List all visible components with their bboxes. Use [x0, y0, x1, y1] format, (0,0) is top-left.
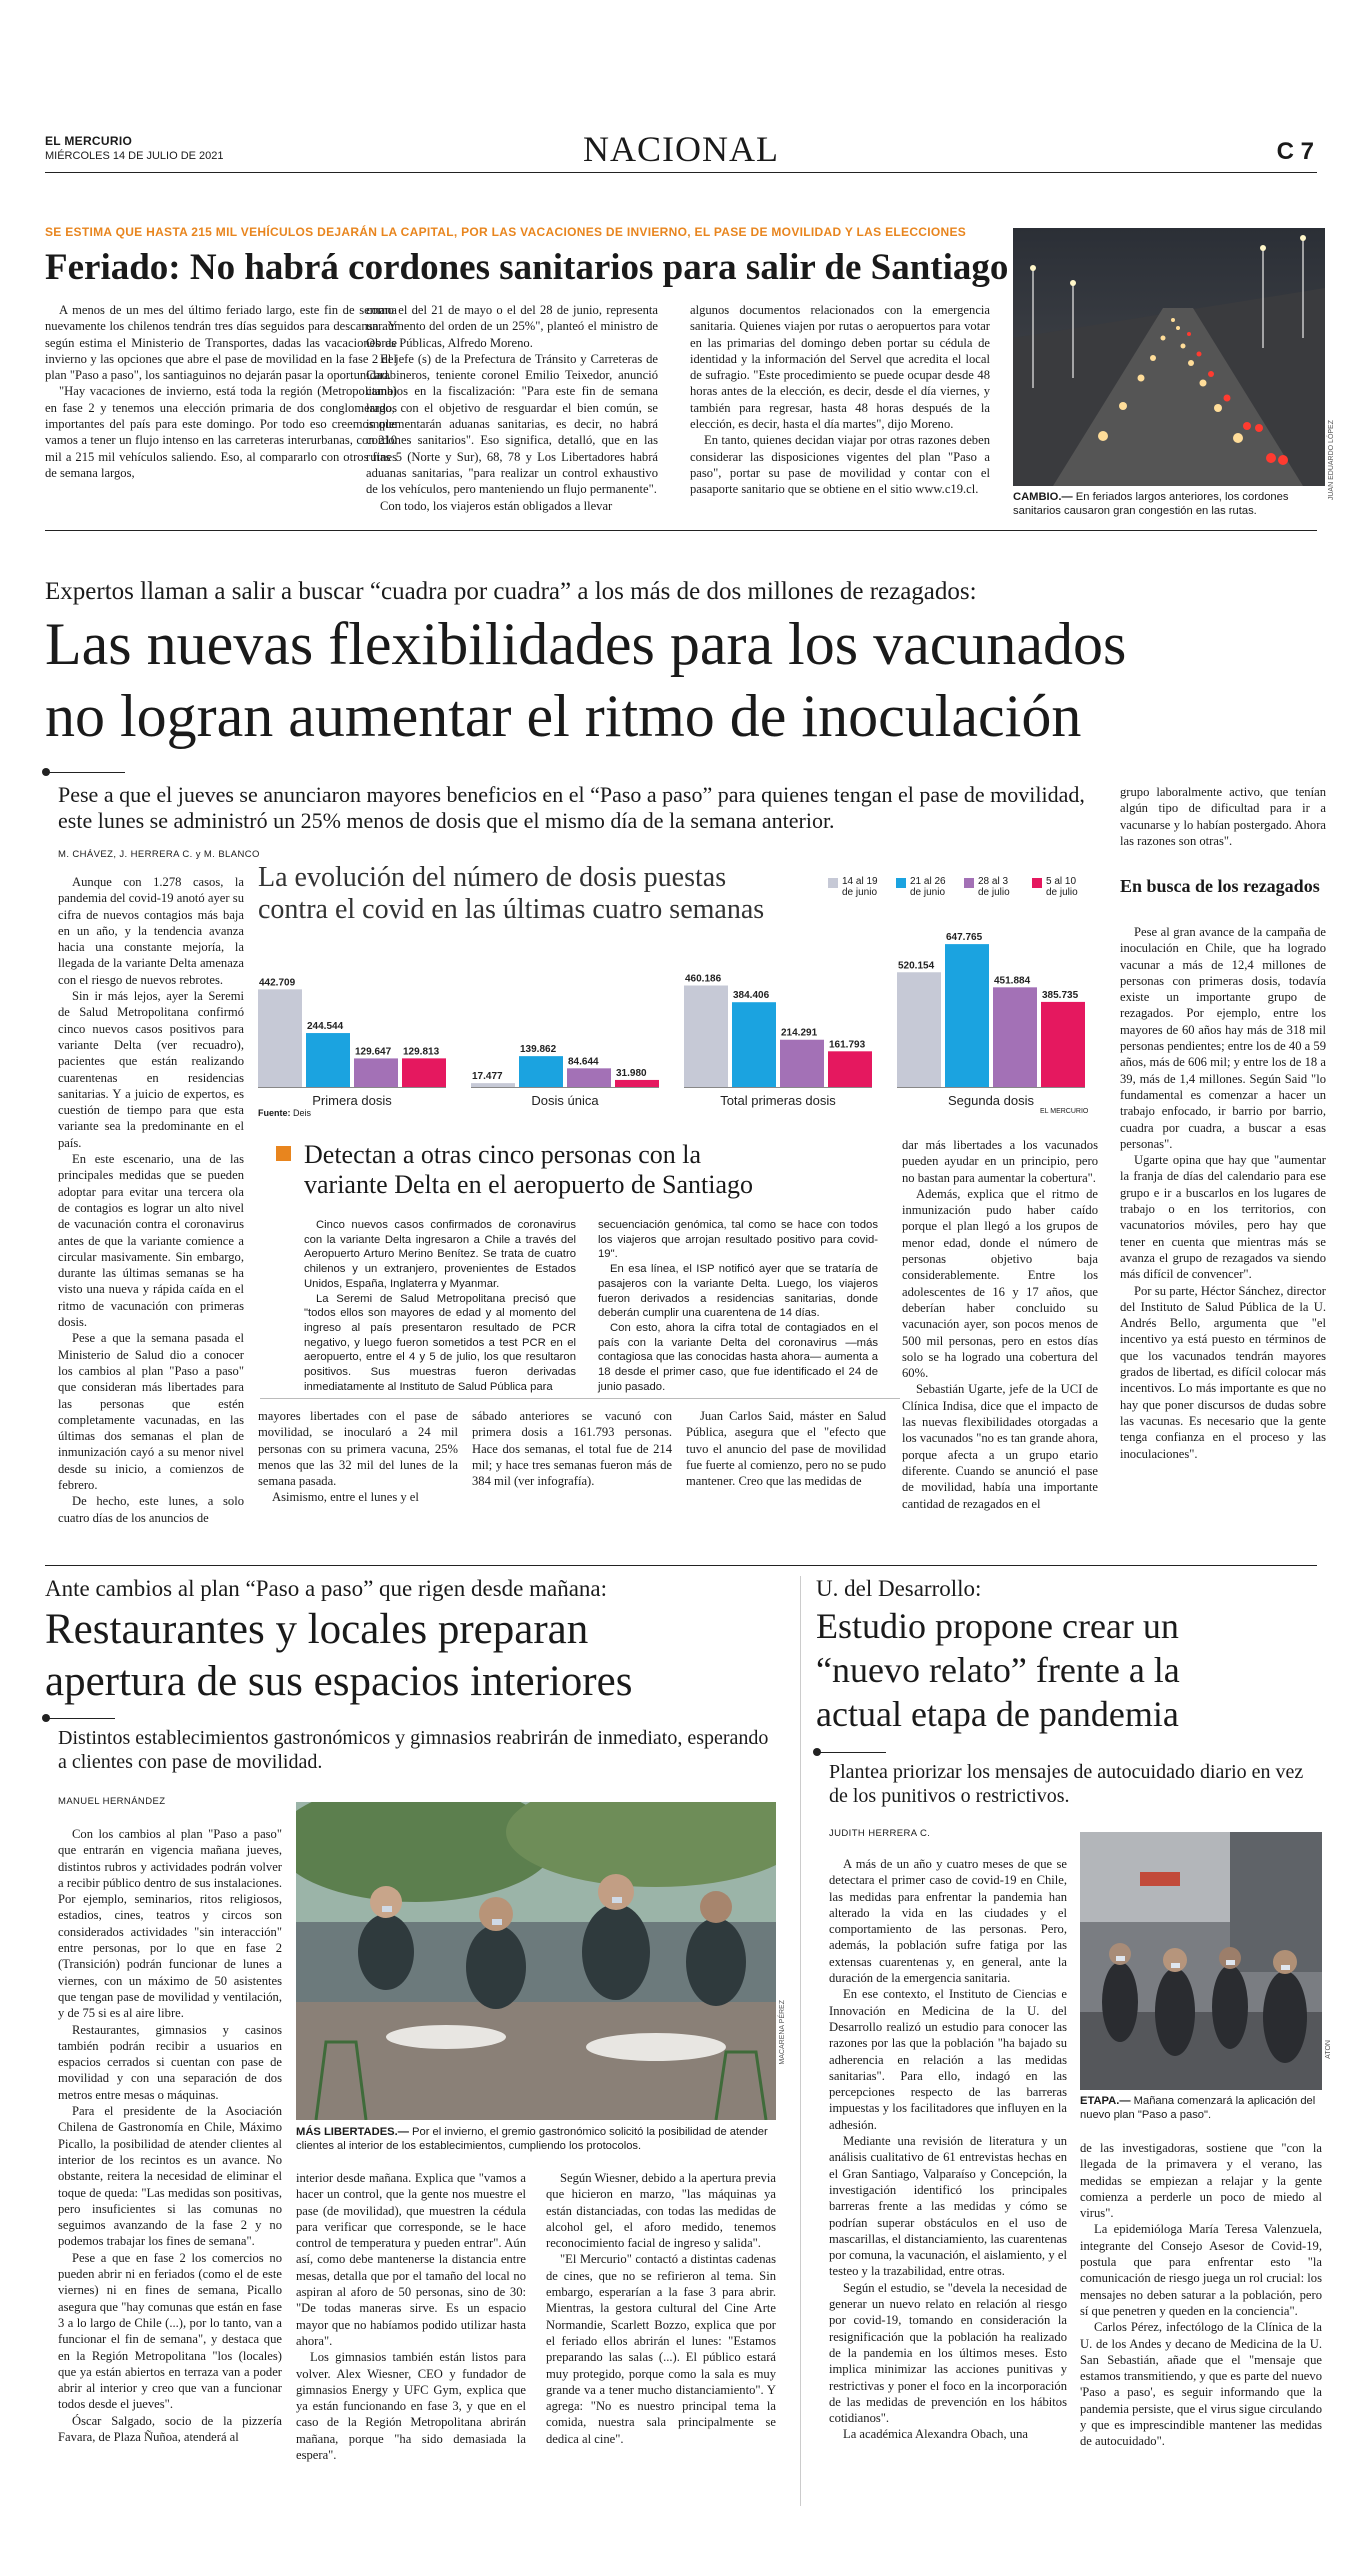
bar-value-label: 647.765 [946, 932, 983, 944]
section-title: NACIONAL [583, 129, 779, 169]
chart-bar [828, 1051, 872, 1087]
paragraph: de las investigadoras, sostiene que "con la llegada de la primavera y el verano, las medidas se empiezan a relajar y la gente comienza a perderle un poco de miedo al virus". [1080, 2141, 1322, 2221]
source-name: Deis [293, 1108, 312, 1118]
headline-line: actual etapa de pandemia [816, 1694, 1179, 1734]
paragraph: Según el estudio, se "devela la necesidad de generar un nuevo relato en relación al riesgo por covid-19, tomando en consideración la resignificación que la población ha realizado de la pandemia en los últimos meses. Esto implica minimizar las acciones punitivas y restrictivas y poner el foco en la incorporación de las medidas de prevención en los hábitos cotidianos". [829, 2280, 1067, 2426]
paragraph: Sin ir más lejos, ayer la Seremi de Salud Metropolitana confirmó cinco nuevos casos positivos para variante Delta (ver recuadro), pacientes que están realizando cuarentenas en residencias sanitarias. Y a juicio de expertos, es cuestión de tiempo para que esta variante sea la predominante en el país. [58, 989, 244, 1150]
paragraph: A menos de un mes del último feriado largo, este fin de semana nuevamente los chilenos tendrán tres días seguidos para descansar. Y según estima el Ministerio de Transportes, dadas las vacaciones de invierno y las opciones que abre el pase de movilidad en la fase 2 del plan "Paso a paso", los santiaguinos no dejarán pasar la oportunidad. [45, 303, 397, 383]
bar-value-label: 244.544 [307, 1021, 344, 1033]
paragraph: Según Wiesner, debido a la apertura previa que hicieron en marzo, "las máquinas ya están distanciadas, con todas las medidas de alcohol gel, el aforo medido, tenemos reconocimiento facial de ingreso y salida". [546, 2171, 776, 2251]
category-label: Dosis única [531, 1093, 599, 1108]
story1-column-2 [366, 302, 658, 514]
column-divider [800, 1576, 801, 2506]
caption-label: ETAPA.— [1080, 2095, 1131, 2107]
page-number: C 7 [1276, 138, 1314, 165]
section-divider [45, 1565, 1317, 1566]
story4-headline [816, 1604, 1180, 1736]
chart-bar [897, 972, 941, 1087]
paragraph: dar más libertades a los vacunados pueden ayudar en un principio, pero no bastan para aumentar la cobertura". [902, 1138, 1098, 1185]
box-marker [276, 1146, 291, 1161]
chart-credit: EL MERCURIO [1040, 1108, 1089, 1115]
restaurant-photo-image [296, 1802, 776, 2120]
bar-value-label: 460.186 [685, 973, 722, 985]
headline-line: Restaurantes y locales preparan [45, 1606, 589, 1653]
story3-byline: MANUEL HERNÁNDEZ [58, 1796, 166, 1807]
street-photo-image [1080, 1832, 1322, 2090]
paragraph: Carlos Pérez, infectólogo de la Clínica de la U. de los Andes y decano de Medicina de la U. San Sebastián, añade que el "mensaje que estamos transmitiendo, y que es parte del nuevo 'Paso a paso', es seguir informando que la pandemia persiste, que el virus sigue circulando y que es imprescindible mantener las medidas de autocuidado". [1080, 2320, 1322, 2449]
story2-column-6-top [1120, 784, 1326, 849]
story3-headline [45, 1604, 632, 1708]
bar-value-label: 385.735 [1042, 989, 1079, 1001]
paragraph: A más de un año y cuatro meses de que se detectara el primer caso de covid-19 en Chile, las medidas para enfrentar la pandemia han alterado la vida en las ciudades y el comportamiento de las personas. Pero, además, la población sufre fatiga por las extensas cuarentenas y, en general, ante la duración de la emergencia sanitaria. [829, 1857, 1067, 1986]
newspaper-name: EL MERCURIO [45, 134, 133, 148]
box-column-1 [304, 1218, 576, 1394]
bar-value-label: 84.644 [568, 1056, 599, 1068]
paragraph: Los gimnasios también están listos para volver. Alex Wiesner, CEO y fundador de gimnasios Energy y UFC Gym, explica que ya están funcionando en fase 3, y que en el caso de la Región Metropolitana abrirán mañana, porque "ha sido demasiada la espera". [296, 2350, 526, 2463]
legend-label: 28 al 3 de julio [978, 876, 1010, 898]
bar-value-label: 520.154 [898, 960, 935, 972]
paragraph: Sebastián Ugarte, jefe de la UCI de Clínica Indisa, dice que el impacto de las nuevas flexibilidades otorgadas a los vacunados "no es tan grande ahora, porque afecta a un grupo etario diferente. Cuando se anunció el pase de movilidad, había una importante cantidad de rezagados en el [902, 1382, 1098, 1511]
bar-value-label: 161.793 [829, 1039, 866, 1051]
headline-line: variante Delta en el aeropuerto de Santiago [304, 1170, 754, 1199]
bar-value-label: 214.291 [781, 1027, 818, 1039]
story2-subhead: En busca de los rezagados [1120, 876, 1320, 896]
headline-line: Detectan a otras cinco personas con la [304, 1140, 702, 1169]
paragraph: De hecho, este lunes, a solo cuatro días de los anuncios de [58, 1494, 244, 1525]
story4-deck: Plantea priorizar los mensajes de autocuidado diario en vez de los punitivos o restrictivos. [829, 1761, 1304, 1807]
chart-plot [258, 862, 1098, 1124]
chart-bar [993, 987, 1037, 1087]
deck-rule [816, 1752, 886, 1753]
chart-bar [732, 1002, 776, 1087]
legend-label: 5 al 10 de julio [1046, 876, 1078, 898]
story2-deck: Pese a que el jueves se anunciaron mayores beneficios en el “Paso a paso” para quienes tengan el pase de movilidad, este lunes se administró un 25% menos de dosis que el mismo día de la semana anterior. [58, 782, 1085, 833]
paragraph: "El Mercurio" contactó a distintas cadenas de cines, que no se refirieron al tema. Sin embargo, esperarían a la fase 3 para abrir. Mientras, la gestora cultural del Cine Arte Normandie, Scarlett Bozzo, explica que por el feriado ellos abrirán el lunes: "Estamos preparando las salas (...). El público estará muy protegido, porque como la sala es muy grande va a tener mucho distanciamiento". Y agrega: "No es nuestro principal tema la comida, nuestra sala principalmente se dedica al cine". [546, 2252, 776, 2446]
headline-line: no logran aumentar el ritmo de inoculación [45, 683, 1082, 749]
category-label: Total primeras dosis [720, 1093, 836, 1108]
masthead-rule [45, 172, 1317, 173]
story2-column-1 [58, 874, 244, 1526]
paragraph: sábado anteriores se vacunó con primera dosis a 161.793 personas. Hace dos semanas, el total fue de 214 mil; y hace tres semanas fueron más de 384 mil (ver infografía). [472, 1409, 672, 1489]
chart-bar [402, 1058, 446, 1087]
street-photo-caption [1080, 2094, 1322, 2122]
restaurant-photo-caption [296, 2125, 776, 2153]
caption-label: MÁS LIBERTADES.— [296, 2126, 409, 2138]
restaurant-photo [296, 1802, 776, 2120]
section-divider [45, 530, 1317, 531]
paragraph: grupo laboralmente activo, que tenían algún tipo de dificultad para ir a vacunarse y lo habían postergado. Ahora las razones son otras". [1120, 785, 1326, 848]
story1-column-3 [690, 302, 990, 498]
story4-column-2 [1080, 2140, 1322, 2450]
paragraph: Aunque con 1.278 casos, la pandemia del covid-19 anotó ayer su cifra de nuevos contagios más baja en un año, y la tendencia avanza hacia una constante mejoría, la llegada de la variante Delta amenaza con el riesgo de nuevos rebrotes. [58, 875, 244, 987]
paragraph: mayores libertades con el pase de movilidad, se inocularó a 24 mil personas con su primera vacuna, 25% menos que las 32 mil del lunes de la semana pasada. [258, 1409, 458, 1489]
caption-text: En feriados largos anteriores, los cordones sanitarios causaron gran congestión en las rutas. [1013, 491, 1289, 517]
story3-column-1 [58, 1826, 282, 2445]
paragraph: Mediante una revisión de literatura y un análisis cualitativo de 61 entrevistas hechas en el Gran Santiago, Valparaíso y Concepción, la investigación identificó los principales barreras frente a las medidas y cómo se podrían superar obstáculos en el uso de mascarillas, el distanciamiento, las cuarentenas por comuna, la vacunación, el aislamiento, y el testeo y la trazabilidad, entre otras. [829, 2134, 1067, 2279]
paragraph: La epidemióloga María Teresa Valenzuela, integrante del Consejo Asesor de Covid-19, postula que para enfrentar esto "la comunicación de riesgo juega un rol crucial: los mensajes no deben saturar a la población, pero sí que penetren y queden en la conciencia". [1080, 2222, 1322, 2318]
chart-bar [519, 1056, 563, 1087]
chart-bar [306, 1033, 350, 1087]
photo-credit: JUAN EDUARDO LÓPEZ [1328, 420, 1335, 501]
deck-bullet [813, 1748, 821, 1756]
paragraph: como el del 21 de mayo o el del 28 de junio, representa un aumento del orden de un 25%", planteó el ministro de Obras Públicas, Alfredo Moreno. [366, 303, 658, 350]
paragraph: Asimismo, entre el lunes y el [272, 1490, 419, 1505]
story1-kicker: SE ESTIMA QUE HASTA 215 MIL VEHÍCULOS DEJARÁN LA CAPITAL, POR LAS VACACIONES DE INVIERNO, EL PASE DE MOVILIDAD Y LAS ELECCIONES [45, 225, 967, 239]
story2-headline [45, 608, 1126, 752]
paragraph: Pese a que la semana pasada el Ministerio de Salud dio a conocer los cambios al plan "Paso a paso" que consideran más libertades para las personas que estén completamente vacunadas, en las últimas dos semanas el plan de inmunización cayó a su menor nivel desde su inicio, a comienzos de febrero. [58, 1331, 244, 1492]
story3-kicker: Ante cambios al plan “Paso a paso” que rigen desde mañana: [45, 1576, 608, 1601]
story1-column-1 [45, 302, 397, 481]
story4-kicker: U. del Desarrollo: [816, 1576, 982, 1601]
paragraph: Juan Carlos Said, máster en Salud Pública, asegura que el "efecto que tuvo el anuncio del pase de movilidad fue fuerte al comienzo, pero no se pudo mantener. Creo que las medidas de [686, 1409, 886, 1489]
story3-column-3 [546, 2170, 776, 2447]
paragraph: En esa línea, el ISP notificó ayer que se trataría de pasajeros con la variante Delta. Luego, los viajeros fueron derivados a residencias sanitarias, donde deberán cumplir una cuarentena de 14 días. [598, 1263, 878, 1320]
traffic-photo-image [1013, 228, 1325, 486]
story2-byline: M. CHÁVEZ, J. HERRERA C. y M. BLANCO [58, 849, 260, 860]
paragraph: Óscar Salgado, socio de la pizzería Favara, de Plaza Ñuñoa, atenderá al [58, 2413, 282, 2444]
paragraph: Cinco nuevos casos confirmados de coronavirus con la variante Delta ingresaron a Chile a través del Aeropuerto Arturo Merino Benítez. Se trata de cuatro chilenos y un extranjero, provenientes de Estados Unidos, España, Inglaterra y Myanmar. [304, 1219, 576, 1290]
legend-label: 14 al 19 de junio [842, 876, 878, 898]
caption-label: CAMBIO.— [1013, 491, 1073, 503]
bar-value-label: 442.709 [259, 977, 296, 989]
chart-bar [354, 1058, 398, 1087]
bar-value-label: 451.884 [994, 975, 1031, 987]
bar-value-label: 129.647 [355, 1046, 392, 1058]
story2-column-6 [1120, 924, 1326, 1462]
bar-value-label: 129.813 [403, 1046, 440, 1058]
traffic-photo [1013, 228, 1325, 486]
paragraph: interior desde mañana. Explica que "vamos a hacer un control, que la gente nos muestre el pase (de movilidad), que muestren la cédula para verificar que corresponde, se le hace control de temperatura y pueden entrar". Aún así, como debe mantenerse la distancia entre mesas, detalla que por el tamaño del local no aspiran al aforo de 50 personas, sino de 30: "De todas maneras sirve. Es un espacio mayor que no habíamos podido utilizar hasta ahora". [296, 2171, 526, 2348]
paragraph: algunos documentos relacionados con la emergencia sanitaria. Quienes viajen por rutas o aeropuertos para votar en las primarias del domingo deben portar su cédula de identidad y la información del Servel que acredita el local de sufragio. "Este procedimiento se puede ocupar desde 48 horas antes de la elección, es decir, desde el día viernes, y también para regresar, hasta 48 horas después de la elección, es decir, hasta el día martes", dijo Moreno. [690, 303, 990, 432]
deck-rule [45, 1718, 115, 1719]
chart-bar [684, 985, 728, 1087]
paragraph: Con todo, los viajeros están obligados a llevar [380, 498, 613, 513]
chart-bar [1041, 1002, 1085, 1087]
story4-column-1 [829, 1856, 1067, 2443]
caption-text: Mañana comenzará la aplicación del nuevo plan "Paso a paso". [1080, 2095, 1316, 2121]
story2-column-2 [258, 1408, 458, 1506]
headline-line: “nuevo relato” frente a la [816, 1650, 1180, 1690]
paragraph: En ese contexto, el Instituto de Ciencias e Innovación en Medicina de la U. del Desarrollo realizó un estudio para conocer las razones por las que la población "ha bajado su adherencia en relación a las medidas sanitarias". Para ello, indagó en las percepciones respecto de las barreras impuestas y los facilitadores que influyen en la adhesión. [829, 1987, 1067, 2132]
story3-column-2 [296, 2170, 526, 2463]
story2-kicker: Expertos llaman a salir a buscar “cuadra por cuadra” a los más de dos millones de rezagados: [45, 578, 977, 605]
story2-column-4 [686, 1408, 886, 1489]
paragraph: Ugarte opina que hay que "aumentar la franja de días del calendario para ese grupo e ir a buscarlos en los lugares de trabajo o en los territorios, con vacunatorios móviles, pero hay que tener en cuenta que mientras más se avanza el grupo de rezagados va siendo más difícil de convencer". [1120, 1153, 1326, 1282]
bar-value-label: 384.406 [733, 990, 770, 1002]
chart-bar [780, 1040, 824, 1087]
photo-credit: MACARENA PÉREZ [779, 2000, 786, 2065]
chart-title-line: contra el covid en las últimas cuatro semanas [258, 894, 765, 925]
deck-bullet [42, 1714, 50, 1722]
paragraph: La Seremi de Salud Metropolitana precisó que "todos ellos son mayores de edad y al momento del ingreso al país presentaron resultado de PCR negativo, y luego fueron sometidos a test PCR en el aeropuerto, entre el 4 y 5 de julio, los que resultaron positivos. Sus muestras fueron derivadas inmediatamente al Instituto de Salud Pública para [304, 1292, 576, 1393]
paragraph: "Hay vacaciones de invierno, está toda la región (Metropolitana) en fase 2 y tenemos una elección primaria de dos conglomerados importantes del país para este domingo. Por todo eso creemos que vamos a tener un flujo intenso en las carreteras interurbanas, con 210 mil a 215 mil vehículos saliendo. Eso, al compararlo con otros fines de semana largos, [45, 384, 397, 480]
chart-bar [567, 1068, 611, 1087]
bar-value-label: 17.477 [472, 1071, 503, 1083]
headline-line: Estudio propone crear un [816, 1606, 1179, 1646]
paragraph: Por su parte, Héctor Sánchez, director del Instituto de Salud Pública de la U. Andrés Bello, argumenta que "el incentivo ya está puesto en términos de que los vacunados tendrán mayores grados de libertad, es difícil colocar más incentivos. Lo más importante es que no hay que poner discursos de dudas sobre las vacunas. Es necesario que la gente tenga confianza en el proceso y las inoculaciones". [1120, 1283, 1326, 1461]
paragraph: En tanto, quienes decidan viajar por otras razones deben considerar las disposiciones vigentes del plan "Paso a paso", portar su pase de movilidad y contar con el pasaporte sanitario que se obtiene en el sitio www.c19.cl. [690, 433, 990, 497]
legend-label: 21 al 26 de junio [910, 876, 946, 898]
deck-rule [45, 772, 125, 773]
vaccination-chart [258, 862, 1098, 1124]
paragraph: En este escenario, una de las principales medidas que se pueden adoptar para evitar una tercera ola de contagios es lograr un alto nivel de vacunación contra el coronavirus antes de que la variante comience a circular masivamente. Sin embargo, durante las últimas semanas se ha visto una nueva y rápida caída en el ritmo de vacunación con primeras dosis. [58, 1152, 244, 1330]
story4-byline: JUDITH HERRERA C. [829, 1828, 931, 1839]
box-headline [304, 1140, 753, 1200]
street-photo [1080, 1832, 1322, 2090]
chart-bar [471, 1083, 515, 1087]
paragraph: El jefe (s) de la Prefectura de Tránsito y Carreteras de Carabineros, teniente coronel Emilio Teixedor, anunció cambios en la fiscalización: "Para este fin de semana largo, con el objetivo de resguardar el bien común, se implementarán aduanas sanitarias, es decir, no habrá cordones sanitarios". Eso significa, detalló, que en las rutas 5 (Norte y Sur), 68, 78 y Los Libertadores habrá aduanas sanitarias, "para realizar un control exhaustivo de los vehículos, pero manteniendo un flujo permanente". [366, 351, 658, 497]
bar-value-label: 139.862 [520, 1044, 557, 1056]
paragraph: Pese a que en fase 2 los comercios no pueden abrir ni en feriados (como el de este viernes) ni en fines de semana, Picallo asegura que "hay comunas que están en fase 3 a lo largo de Chile (...), por lo tanto, van a funcionar el fin de semana", y destaca que en la Región Metropolitana "los (locales) que ya están abiertos en terraza van a poder abrir al interior y creo que van a funcionar todos desde el jueves". [58, 2250, 282, 2412]
deck-bullet [42, 768, 50, 776]
paragraph: Con esto, ahora la cifra total de contagiados en el país con la variante Delta del coronavirus —más contagiosa que las conocidas hasta ahora— aumenta a 18 desde el primer caso, que fue identificado el 24 de junio pasado. [598, 1321, 878, 1393]
paragraph: Pese al gran avance de la campaña de inoculación en Chile, que ha logrado vacunar a más de 12,4 millones de personas con primeras dosis, todavía existe un importante grupo de rezagados. Por ejemplo, entre los mayores de 60 años hay más de 318 mil personas pendientes; entre los de 40 a 59 años, más de 606 mil; y entre los de 18 a 39, más de 1,4 millones. Según Said "lo fundamental es comenzar a hacer un trabajo enfocado, ir barrio por barrio, cuadra por cuadra, a buscar a esas personas". [1120, 925, 1326, 1151]
paragraph: secuenciación genómica, tal como se hace con todos los viajeros que arrojan resultado positivo para covid-19". [598, 1219, 878, 1261]
chart-title-line: La evolución del número de dosis puestas [258, 862, 727, 893]
box-column-2 [598, 1218, 878, 1394]
chart-bar [615, 1080, 659, 1087]
category-label: Segunda dosis [947, 1093, 1035, 1108]
caption-text: Por el invierno, el gremio gastronómico solicitó la posibilidad de atender clientes al interior de los establecimientos, cumpliendo los protocolos. [296, 2126, 768, 2152]
traffic-photo-caption [1013, 490, 1325, 518]
chart-bar [258, 989, 302, 1087]
bar-value-label: 31.980 [616, 1067, 647, 1079]
chart-source [258, 1108, 311, 1118]
headline-line: apertura de sus espacios interiores [45, 1658, 633, 1705]
paragraph: Con los cambios al plan "Paso a paso" que entrarán en vigencia mañana jueves, distintos rubros y actividades podrán volver a recibir público dentro de sus instalaciones. Por ejemplo, seminarios, ritos religiosos, estadios, cines, teatros y circos son considerados actividades "sin interacción" entre personas, por lo que en fase 2 (Transición) podrán funcionar de lunes a viernes, con un máximo de 50 asistentes que tengan pase de movilidad y ventilación, y de 75 si es al aire libre. [58, 1827, 282, 2021]
edition-date: MIÉRCOLES 14 DE JULIO DE 2021 [45, 150, 224, 162]
story2-column-5 [902, 1137, 1098, 1512]
paragraph: Restaurantes, gimnasios y casinos también podrán recibir a usuarios en espacios cerrados si cuentan con pase de movilidad y con una separación de dos metros entre mesas o máquinas. [58, 2022, 282, 2102]
paragraph: Además, explica que el ritmo de inmunización pudo haber caído porque el plan llegó a los grupos de menor edad, donde el número de personas objetivo baja considerablemente. Entre los adolescentes de 16 y 17 años, que deberían haber concluido su vacunación ayer, son pocos menos de 500 mil personas, pero en estos días solo se ha logrado una cobertura del 60%. [902, 1186, 1098, 1381]
category-label: Primera dosis [312, 1093, 392, 1108]
story1-headline: Feriado: No habrá cordones sanitarios para salir de Santiago [45, 247, 1009, 288]
chart-bar [945, 944, 989, 1087]
story2-column-3 [472, 1408, 672, 1489]
box-bottom-rule [260, 1398, 900, 1399]
paragraph: Para el presidente de la Asociación Chilena de Gastronomía en Chile, Máximo Picallo, la posibilidad de atender clientes al interior de los recintos es un avance. No obstante, reitera la necesidad de eliminar el toque de queda: "Las medidas son positivas, pero insuficientes si las comunas no seguimos avanzando de la fase 2 y no podemos trabajar los fines de semana". [58, 2104, 282, 2249]
source-label: Fuente: [258, 1108, 291, 1118]
story3-deck: Distintos establecimientos gastronómicos y gimnasios reabrirán de inmediato, esperando a clientes con pase de movilidad. [58, 1727, 769, 1773]
paragraph: La académica Alexandra Obach, una [843, 2427, 1028, 2442]
headline-line: Las nuevas flexibilidades para los vacunados [45, 611, 1127, 677]
photo-credit: ATON [1325, 2040, 1332, 2059]
